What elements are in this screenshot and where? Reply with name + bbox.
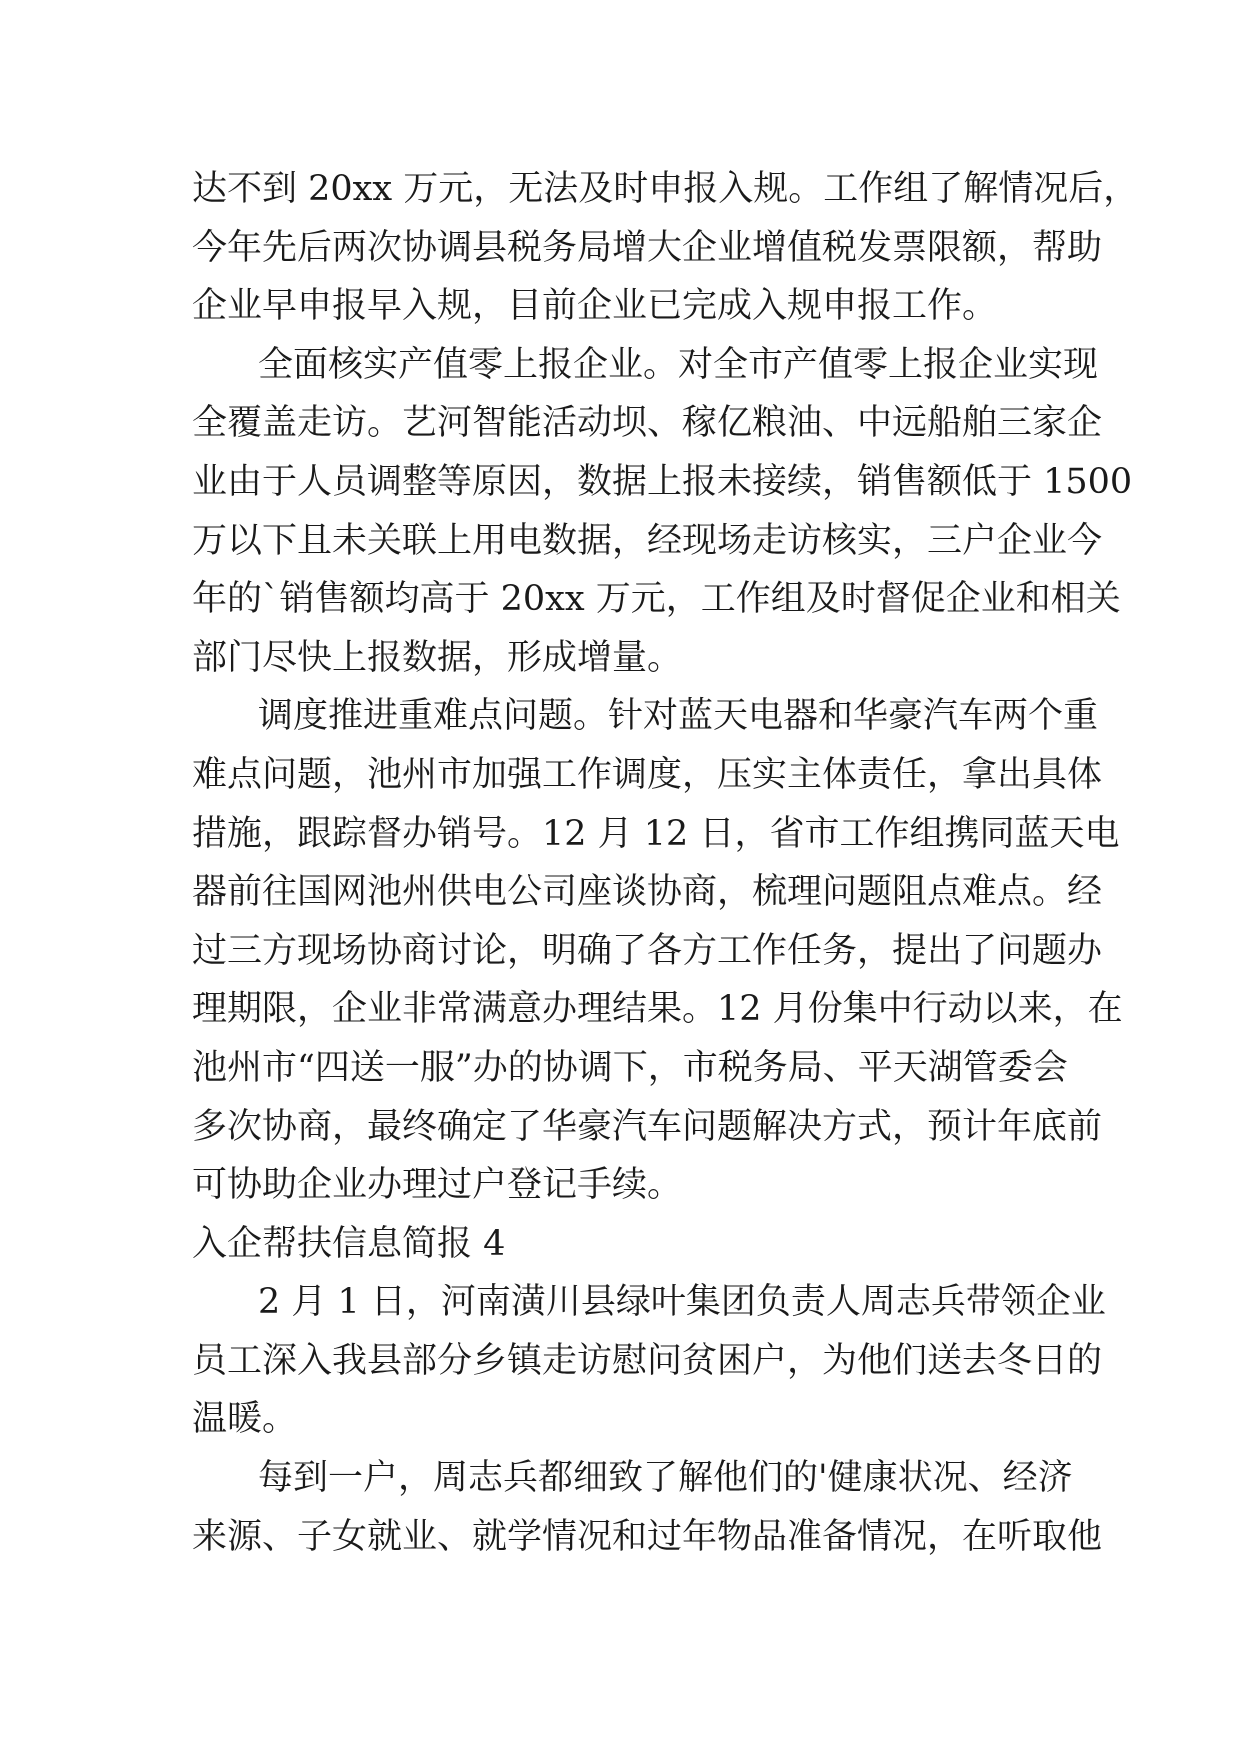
- paragraph-first-line: 全面核实产值零上报企业。对全市产值零上报企业实现: [258, 344, 1099, 385]
- text-line: 部门尽快上报数据，形成增量。: [192, 637, 683, 678]
- text-line: 万以下且未关联上用电数据，经现场走访核实，三户企业今: [192, 520, 1103, 561]
- document-body: [192, 160, 1139, 1566]
- text-line: 难点问题，池州市加强工作调度，压实主体责任，拿出具体: [192, 754, 1103, 795]
- paragraph-first-line: 每到一户，周志兵都细致了解他们的'健康状况、经济: [258, 1458, 1073, 1499]
- paragraph-first-line: 调度推进重难点问题。针对蓝天电器和华豪汽车两个重: [258, 696, 1099, 737]
- text-line: 企业早申报早入规，目前企业已完成入规申报工作。: [192, 286, 998, 327]
- text-line: 可协助企业办理过户登记手续。: [192, 1165, 683, 1206]
- text-line: 业由于人员调整等原因，数据上报未接续，销售额低于 1500: [192, 461, 1133, 502]
- text-line: 来源、子女就业、就学情况和过年物品准备情况，在听取他: [192, 1516, 1103, 1557]
- text-line: 今年先后两次协调县税务局增大企业增值税发票限额，帮助: [192, 227, 1103, 268]
- text-line: 全覆盖走访。艺河智能活动坝、稼亿粮油、中远船舶三家企: [192, 403, 1103, 444]
- section-heading: 入企帮扶信息简报 4: [192, 1223, 506, 1264]
- text-line: 过三方现场协商讨论，明确了各方工作任务，提出了问题办: [192, 930, 1103, 971]
- text-line: 多次协商，最终确定了华豪汽车问题解决方式，预计年底前: [192, 1106, 1103, 1147]
- text-line: 达不到 20xx 万元，无法及时申报入规。工作组了解情况后，: [192, 169, 1139, 209]
- text-line: 器前往国网池州供电公司座谈协商，梳理问题阻点难点。经: [192, 872, 1103, 913]
- text-line: 池州市“四送一服”办的协调下，市税务局、平天湖管委会: [192, 1047, 1068, 1088]
- paragraph-first-line: 2 月 1 日，河南潢川县绿叶集团负责人周志兵带领企业: [258, 1282, 1106, 1323]
- text-line: 年的`销售额均高于 20xx 万元，工作组及时督促企业和相关: [192, 579, 1121, 620]
- text-line: 措施，跟踪督办销号。12 月 12 日，省市工作组携同蓝天电: [192, 813, 1120, 854]
- text-line: 温暖。: [192, 1399, 298, 1440]
- text-line: 理期限，企业非常满意办理结果。12 月份集中行动以来，在: [192, 989, 1123, 1030]
- text-line: 员工深入我县部分乡镇走访慰问贫困户，为他们送去冬日的: [192, 1340, 1103, 1381]
